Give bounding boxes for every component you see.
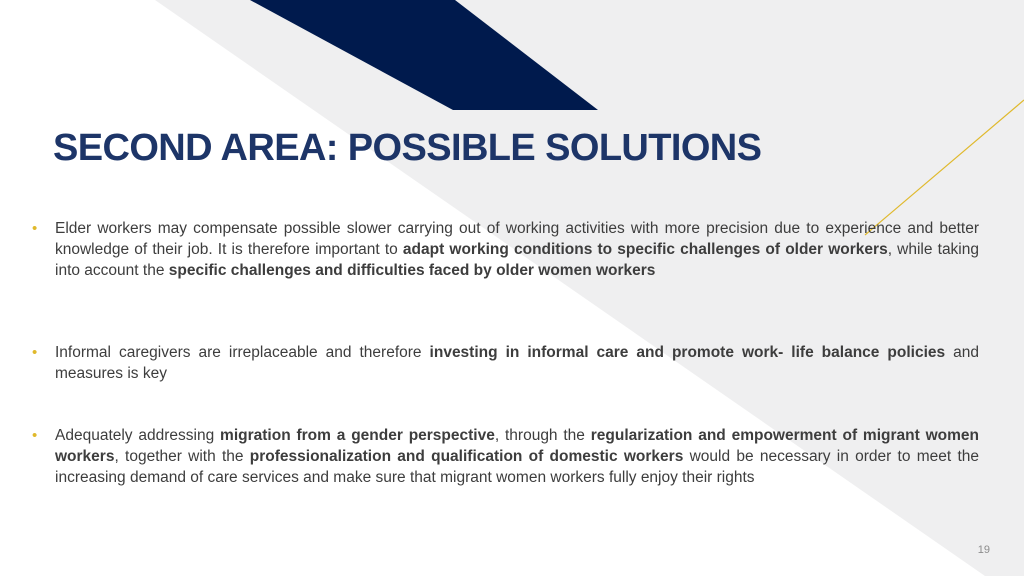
- bullet-text-bold: investing in informal care and promote work- life balance policies: [429, 344, 946, 361]
- bullet-text-bold: adapt working conditions to specific challenges of older workers: [402, 241, 888, 258]
- bullet-text-segment: Elder workers may compensate possible slower carrying out of working activities with more precision due to experience and better knowledge of their job. It is therefore important to: [55, 220, 979, 258]
- bullet-text: [55, 344, 979, 382]
- bullet-item: [28, 425, 979, 488]
- bullet-text: [55, 427, 979, 486]
- light-gray-panel: [155, 0, 1024, 576]
- bullet-text-bold: professionalization and qualification of domestic workers: [249, 448, 684, 465]
- bullet-text-segment: and measures is key: [55, 344, 980, 382]
- bullet-text-segment: , through the: [494, 427, 591, 444]
- bullet-text-bold: migration from a gender perspective: [220, 427, 495, 444]
- bullet-text: [55, 220, 979, 279]
- page-title: SECOND AREA: POSSIBLE SOLUTIONS: [53, 127, 762, 169]
- bullet-text-segment: , while taking into account the: [55, 241, 979, 279]
- bullet-item: [28, 342, 979, 384]
- bullet-dot: •: [32, 427, 38, 444]
- bullet-text-segment: would be necessary in order to meet the increasing demand of care services and make sure that migrant women workers fully enjoy their rights: [55, 448, 979, 486]
- bullet-dot: •: [32, 220, 38, 237]
- bullet-item: [28, 218, 979, 281]
- page-number: 19: [977, 544, 990, 556]
- bullet-text-bold: regularization and empowerment of migrant women workers: [55, 427, 979, 465]
- bullet-text-segment: Adequately addressing: [55, 427, 221, 444]
- bullet-text-segment: Informal caregivers are irreplaceable and therefore: [55, 344, 430, 361]
- bullet-text-bold: specific challenges and difficulties faced by older women workers: [168, 262, 656, 279]
- bullet-dot: •: [32, 344, 38, 361]
- bullet-text-segment: , together with the: [114, 448, 250, 465]
